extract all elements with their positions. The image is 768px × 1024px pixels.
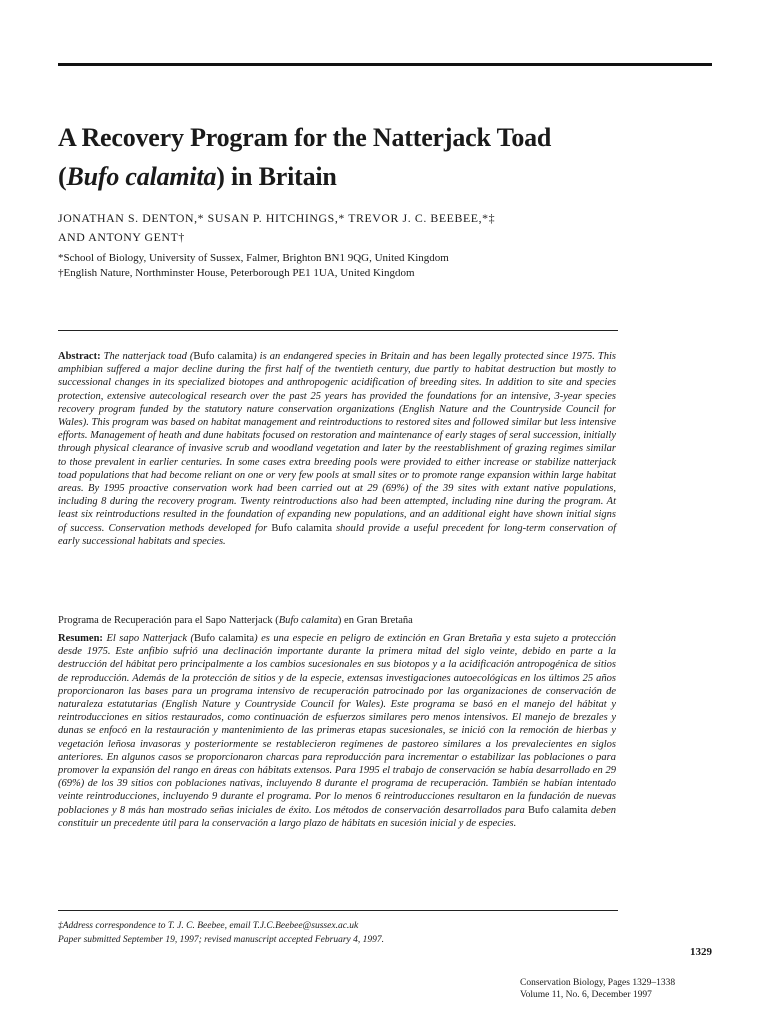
journal-citation-line-2: Volume 11, No. 6, December 1997 xyxy=(520,990,652,1000)
affiliation-1: *School of Biology, University of Sussex, Falmer, Brighton BN1 9QG, United Kingdom xyxy=(58,252,449,264)
resumen-label: Resumen: xyxy=(58,633,103,644)
page-number: 1329 xyxy=(690,946,712,958)
abstract-label: Abstract: xyxy=(58,351,101,362)
article-title xyxy=(58,118,698,196)
spanish-title-species: Bufo calamita xyxy=(278,615,338,626)
abstract-species: Bufo calamita xyxy=(193,351,254,362)
abstract-part-1: The natterjack toad ( xyxy=(100,351,194,362)
section-rule xyxy=(58,330,618,331)
resumen-part-1: El sapo Natterjack ( xyxy=(102,633,194,644)
top-rule xyxy=(58,63,712,66)
footnote-rule xyxy=(58,910,618,911)
spanish-title xyxy=(58,614,618,627)
resumen-species: Bufo calamita xyxy=(194,633,255,644)
abstract-species-end: Bufo calamita xyxy=(271,522,332,534)
correspondence-footnote: ‡Address correspondence to T. J. C. Beebee, email T.J.C.Beebee@sussex.ac.uk xyxy=(58,921,359,931)
abstract-part-3: should provide a useful precedent for long-term conservation of early successional habitats and species. xyxy=(58,522,617,547)
resumen xyxy=(58,632,616,830)
submission-footnote: Paper submitted September 19, 1997; revised manuscript accepted February 4, 1997. xyxy=(58,935,385,945)
title-species: Bufo calamita xyxy=(66,162,217,191)
title-open-paren: ( xyxy=(58,162,67,191)
title-rest: ) in Britain xyxy=(216,162,337,191)
title-line-1: A Recovery Program for the Natterjack Toad xyxy=(58,123,552,152)
abstract xyxy=(58,350,616,548)
resumen-part-3: deben constituir un precedente útil para la conservación a largo plazo de hábitats en sucesión inicial y de especies. xyxy=(58,804,616,829)
abstract-part-2: ) is an endangered species in Britain and has been legally protected since 1975. This amphibian suffered a major decline during the first half of the twentieth century, due partly to habitat destruction but mostly to successional changes in its specialized biotopes and anthropogenic acidification of breeding sites. In addition to site and species protection, extensive autecological research over the past 25 years has provided the foundations for an intensive, 3-year species recovery program funded by the statutory nature conservation organizations (English Nature and the Countryside Council for Wales). This program was based on habitat management and reintroductions to restored sites and followed similar but less intensive efforts. Management of heath and dune habitats focused on restoration and maintenance of early stages of seral succession, initially through physical clearance of invasive scrub and woodland vegetation and later by the reestablishment of grazing regimes similar to those prevalent in earlier centuries. In some cases extra breeding pools were provided to either increase or stabilize natterjack toad populations that had become reliant on one or very few pools at small sites or to promote range expansion within large habitat areas. By 1995 proactive conservation work had been carried out at 29 (69%) of the 39 sites with extant native populations, including 8 during the recovery program. Twenty reintroductions also had been attempted, including nine during the program. At least six reintroductions resulted in the foundation of expanding new populations, and an additional eight have shown initial signs of success. Conservation methods developed for xyxy=(58,351,617,534)
resumen-species-end: Bufo calamita xyxy=(527,804,588,816)
resumen-part-2: ) es una especie en peligro de extinción en Gran Bretaña y esta sujeto a protección desde 1975. Este anfibio sufrió una declinación importante durante la primera mitad del siglo veinte, debido en parte a la destrucción del hábitat pero principalmente a los cambios sucesionales en sus biotopos y a la acidificación antropogénica de sitios de reproducción. Además de la protección de sitios y de la especie, extensas investigaciones autoecológicas en los últimos 25 años proporcionaron las bases para un programa intensivo de recuperación patrocinado por las organizaciones de conservación de naturaleza estatutarias (English Nature y Countryside Council for Wales). Este programa se basó en el manejo del hábitat y reintroducciones en sitios restaurados, como continuación de esfuerzos similares pero menos intensivos. El manejo de brezales y dunas se enfocó en la restauración y mantenimiento de las primeras etapas sucesionales, se inició con la remoción de hierbas y vegetación leñosa invasoras y posteriormente se restablecieron regímenes de pastoreo similares a los prevalecientes en siglos anteriores. En algunos casos se proporcionaron charcas para reproducción para incrementar o estabilizar las poblaciones o para promover la expansión del rango en áreas con hábitats extensos. Para 1995 el trabajo de conservación se había desarrollado en 29 (69%) de los 39 sitios con poblaciones nativas, incluyendo 8 durante el programa de recuperación. También se habían intentado veinte reintroducciones, incluyendo 9 durante el programa. Por lo menos 6 reintroducciones resultaron en la fundación de nuevas poblaciones y 8 más han mostrado señas iniciales de éxito. Los métodos de conservación desarrollados para xyxy=(58,633,616,816)
spanish-title-post: ) en Gran Bretaña xyxy=(337,615,413,626)
spanish-title-pre: Programa de Recuperación para el Sapo Natterjack ( xyxy=(58,615,279,626)
author-list xyxy=(58,209,618,247)
affiliation-2: †English Nature, Northminster House, Peterborough PE1 1UA, United Kingdom xyxy=(58,267,415,279)
authors-line-2: AND ANTONY GENT† xyxy=(58,230,185,244)
journal-citation-line-1: Conservation Biology, Pages 1329–1338 xyxy=(520,978,676,988)
authors-line-1: JONATHAN S. DENTON,* SUSAN P. HITCHINGS,* TREVOR J. C. BEEBEE,*‡ xyxy=(58,211,496,225)
